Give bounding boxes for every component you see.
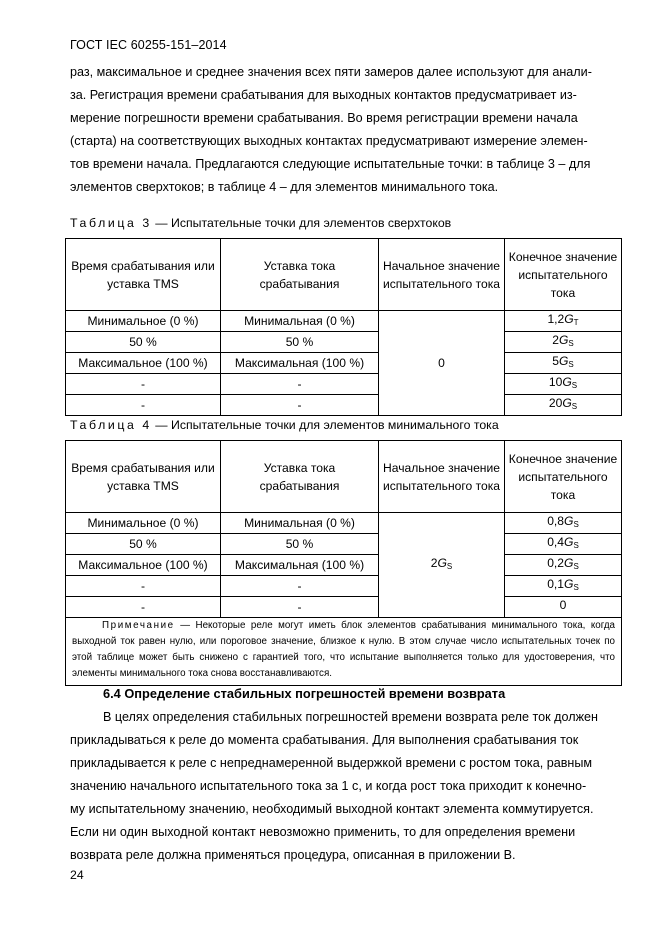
- table-cell: Максимальное (100 %): [66, 353, 221, 374]
- text-line: значению начального испытательного тока за 1 с, и когда рост тока приходит к конечно-: [70, 779, 587, 793]
- table4-start-value: $2G_S$: [379, 513, 505, 618]
- text-line: прикладываться к реле до момента срабатывания. Для выполнения срабатывания ток: [70, 733, 579, 747]
- table-cell: -: [66, 597, 221, 618]
- table4-caption-lead: Таблица 4: [70, 418, 152, 432]
- table3-header-time: Время срабатывания или уставка TMS: [66, 239, 221, 311]
- table-cell: Максимальная (100 %): [221, 353, 379, 374]
- text-line: прикладывается к реле с непреднамеренной выдержкой времени с ростом тока, равным: [70, 756, 593, 770]
- note-lead: Примечание: [102, 620, 175, 631]
- text-line: за. Регистрация времени срабатывания для выходных контактов предусматривает из-: [70, 88, 577, 102]
- table-cell: $0,4G_S$: [505, 534, 622, 555]
- text-line: возврата реле должна применяться процедура, описанная в приложении B.: [70, 848, 516, 862]
- document-header: ГОСТ IEC 60255-151–2014: [70, 38, 227, 52]
- table3: [65, 238, 622, 416]
- text-line: тов времени начала. Предлагаются следующие испытательные точки: в таблице 3 – для: [70, 157, 591, 171]
- table4-header-time: Время срабатывания или уставка TMS: [66, 441, 221, 513]
- paragraph-test-points: [70, 61, 630, 199]
- table-cell: $0,1G_S$: [505, 576, 622, 597]
- table-cell: Максимальное (100 %): [66, 555, 221, 576]
- table3-caption-lead: Таблица 3: [70, 216, 152, 230]
- table4-header-setting: Уставка тока срабатывания: [221, 441, 379, 513]
- table4-note: [66, 618, 622, 686]
- table-cell: Минимальное (0 %): [66, 513, 221, 534]
- table-cell: $5G_S$: [505, 353, 622, 374]
- table-cell: -: [66, 374, 221, 395]
- table4-caption: [70, 418, 499, 432]
- table-cell: 50 %: [66, 534, 221, 555]
- table3-header-end: Конечное значение испытательного тока: [505, 239, 622, 311]
- page-number: 24: [70, 868, 84, 882]
- table4-header-start: Начальное значение испытательного тока: [379, 441, 505, 513]
- text-line: Если ни один выходной контакт невозможно применить, то для определения времени: [70, 825, 576, 839]
- table-cell: $2G_S$: [505, 332, 622, 353]
- table-cell: Минимальное (0 %): [66, 311, 221, 332]
- text-line: (старта) на соответствующих выходных контактах предусматривают измерение элемен-: [70, 134, 588, 148]
- table-cell: Минимальная (0 %): [221, 311, 379, 332]
- table4: [65, 440, 622, 686]
- paragraph-reset-time: [70, 706, 630, 867]
- table-cell: -: [221, 576, 379, 597]
- table-cell: 0: [505, 597, 622, 618]
- table3-header-setting: Уставка тока срабатывания: [221, 239, 379, 311]
- table-cell: $0,2G_S$: [505, 555, 622, 576]
- table3-caption: [70, 216, 451, 230]
- table-cell: -: [66, 576, 221, 597]
- table-cell: -: [221, 395, 379, 416]
- note-text: — Некоторые реле могут иметь блок элементов срабатывания минимального тока, когда выходной ток равен нулю, или пороговое значение, близкое к нулю. В этом случае число испытательных точек по этой таблице может быть снижено с гарантией того, что испытание выполняется только для удостоверения, что элементы минимального тока снова восстанавливаются.: [72, 620, 615, 679]
- section-heading: 6.4 Определение стабильных погрешностей времени возврата: [103, 686, 506, 701]
- table-cell: -: [221, 374, 379, 395]
- text-line: мерение погрешности времени срабатывания. Во время регистрации времени начала: [70, 111, 578, 125]
- table-cell: $20G_S$: [505, 395, 622, 416]
- table-cell: Минимальная (0 %): [221, 513, 379, 534]
- table-cell: $10G_S$: [505, 374, 622, 395]
- text-line: раз, максимальное и среднее значения всех пяти замеров далее используют для анали-: [70, 65, 592, 79]
- text-line: му испытательному значению, необходимый выходной контакт элемента коммутируется.: [70, 802, 594, 816]
- table3-start-value: 0: [379, 311, 505, 416]
- table3-caption-text: — Испытательные точки для элементов сверхтоков: [151, 216, 452, 230]
- table4-caption-text: — Испытательные точки для элементов минимального тока: [151, 418, 499, 432]
- table-cell: Максимальная (100 %): [221, 555, 379, 576]
- text-line: элементов сверхтоков; в таблице 4 – для элементов минимального тока.: [70, 180, 499, 194]
- table-cell: $0,8G_S$: [505, 513, 622, 534]
- table3-header-start: Начальное значение испытательного тока: [379, 239, 505, 311]
- table-cell: 50 %: [221, 534, 379, 555]
- table4-header-end: Конечное значение испытательного тока: [505, 441, 622, 513]
- table-cell: $1,2G_T$: [505, 311, 622, 332]
- table-cell: -: [221, 597, 379, 618]
- table-cell: 50 %: [221, 332, 379, 353]
- text-line: В целях определения стабильных погрешностей времени возврата реле ток должен: [103, 710, 598, 724]
- table-cell: -: [66, 395, 221, 416]
- table-cell: 50 %: [66, 332, 221, 353]
